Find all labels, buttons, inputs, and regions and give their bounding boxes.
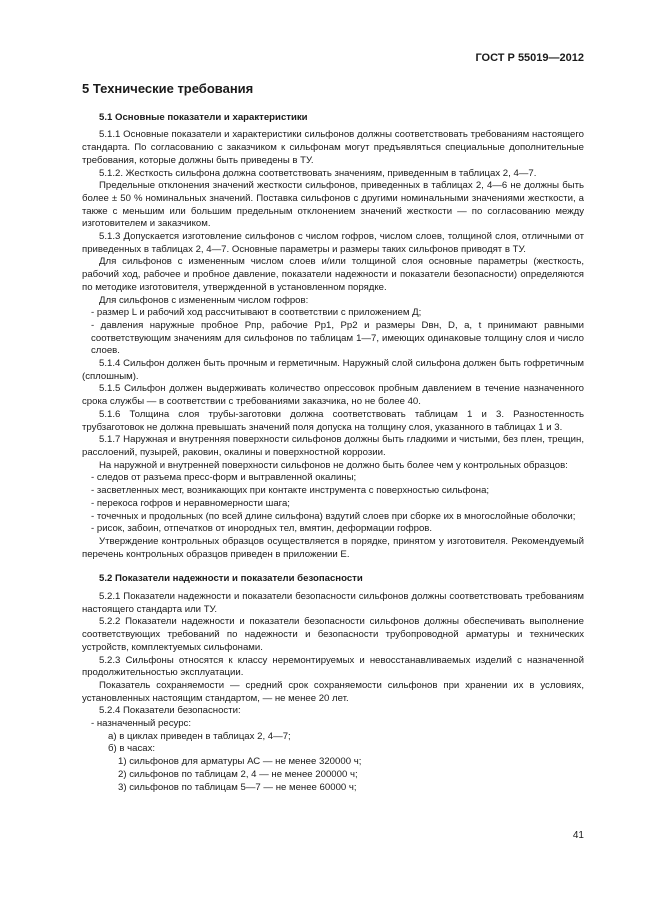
paragraph: 5.1.3 Допускается изготовление сильфонов с числом гофров, числом слоев, толщиной слоя, отличными от приведенных в таблицах 2, 4—7. Основные параметры и размеры таких сильфонов приводят в ТУ. (82, 231, 584, 255)
list-item: - давления наружные пробное Pпр, рабочие Pр1, Pр2 и размеры Dвн, D, a, t принимают равными соответствующим значениям для сильфонов по таблицам 1—7, имеющих одинаковые толщину слоя и число слоев. (91, 319, 584, 357)
document-header: ГОСТ Р 55019—2012 (475, 52, 584, 64)
list-item: - засветленных мест, возникающих при контакте инструмента с поверхностью сильфона; (91, 485, 490, 497)
paragraph: 5.1.1 Основные показатели и характеристики сильфонов должны соответствовать требованиям настоящего стандарта. По согласованию с заказчиком к сильфонам могут предъявляться специальные дополнительные требования, которые должны быть приведены в ТУ. (82, 129, 584, 166)
list-item: - перекоса гофров и неравномерности шага; (91, 497, 290, 509)
list-item: а) в циклах приведен в таблицах 2, 4—7; (108, 730, 291, 742)
list-item: - следов от разъема пресс-форм и вытравленной окалины; (91, 472, 357, 484)
paragraph: Предельные отклонения значений жесткости сильфонов, приведенных в таблицах 2, 4—6 не должны быть более ± 50 % номинальных значений. Поставка сильфонов с другими номинальными значениями жесткости, а также с меньшим или большим предельным отклонением значений жесткости — по согласованию между изготовителем и заказчиком. (82, 180, 584, 230)
paragraph: Утверждение контрольных образцов осуществляется в порядке, принятом у изготовителя. Рекомендуемый перечень контрольных образцов приведен в приложении Е. (82, 535, 584, 560)
paragraph: Для сильфонов с измененным числом слоев и/или толщиной слоя основные параметры (жесткость, рабочий ход, рабочее и пробное давление, показатели надежности и показатели безопасности) определяются по методике изготовителя, утвержденной в установленном порядке. (82, 256, 584, 293)
section-title: 5 Технические требования (82, 81, 254, 96)
paragraph: 5.1.2. Жесткость сильфона должна соответствовать значениям, приведенным в таблицах 2, 4—7. (99, 167, 537, 179)
paragraph: Для сильфонов с измененным числом гофров: (99, 294, 309, 306)
list-item: - назначенный ресурс: (91, 718, 192, 730)
list-item: - размер L и рабочий ход рассчитывают в соответствии с приложением Д; (91, 307, 422, 319)
subsection-title: 5.1 Основные показатели и характеристики (99, 111, 308, 123)
paragraph: Показатель сохраняемости — средний срок сохраняемости сильфонов при хранении их в условиях, установленных настоящим стандартом, — не менее 20 лет. (82, 679, 584, 704)
page-number: 41 (572, 830, 584, 841)
paragraph: 5.1.5 Сильфон должен выдерживать количество опрессовок пробным давлением в течение назначенного срока службы — в соответствии с требованиями заказчика, но не более 40. (82, 383, 584, 408)
list-item: 2) сильфонов по таблицам 2, 4 — не менее 200000 ч; (118, 768, 358, 780)
paragraph: 5.1.7 Наружная и внутренняя поверхности сильфонов должны быть гладкими и чистыми, без плен, трещин, расслоений, пузырей, раковин, окалины и поверхностной коррозии. (82, 434, 584, 458)
list-item: - точечных и продольных (по всей длине сильфона) вздутий слоев при сборке их в многослойные оболочки; (91, 510, 576, 522)
paragraph: 5.2.4 Показатели безопасности: (99, 705, 241, 717)
paragraph: 5.2.3 Сильфоны относятся к классу неремонтируемых и невосстанавливаемых изделий с назначенной продолжительностью эксплуатации. (82, 654, 584, 679)
list-item: 3) сильфонов по таблицам 5—7 — не менее 60000 ч; (118, 781, 357, 793)
paragraph: 5.2.2 Показатели надежности и показатели безопасности сильфонов должны обеспечивать выполнение соответствующих требований по надежности и безопасности трубопроводной арматуры и технических устройств, комплектуемых сильфонами. (82, 616, 584, 653)
subsection-title: 5.2 Показатели надежности и показатели безопасности (99, 573, 363, 585)
paragraph: 5.1.4 Сильфон должен быть прочным и герметичным. Наружный слой сильфона должен быть гофретичным (сплошным). (82, 358, 584, 382)
list-item: б) в часах: (108, 743, 156, 755)
page-content (82, 80, 584, 794)
paragraph: 5.1.6 Толщина слоя трубы-заготовки должна соответствовать таблицам 1 и 3. Разностенность трубзаготовок не должна превышать значений поля допуска на толщину слоя, указанного в таблицах 1 и 3. (82, 408, 584, 433)
list-item: - рисок, забоин, отпечатков от инородных тел, вмятин, деформации гофров. (91, 523, 433, 535)
paragraph: На наружной и внутренней поверхности сильфонов не должно быть более чем у контрольных образцов: (99, 459, 568, 471)
paragraph: 5.2.1 Показатели надежности и показатели безопасности сильфонов должны соответствовать требованиям настоящего стандарта или ТУ. (82, 591, 584, 615)
list-item: 1) сильфонов для арматуры АС — не менее 320000 ч; (118, 756, 362, 768)
